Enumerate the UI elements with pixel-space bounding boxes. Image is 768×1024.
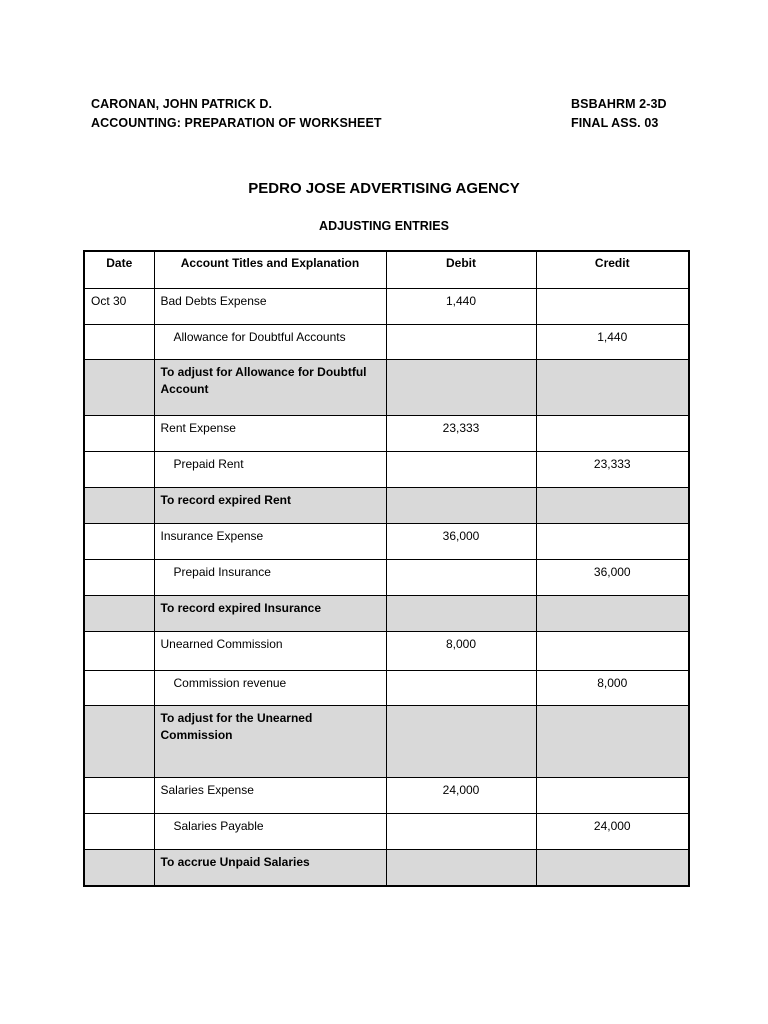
explanation-cell: To record expired Rent — [154, 487, 386, 523]
table-header-row — [84, 251, 689, 288]
date-cell — [84, 487, 154, 523]
debit-cell — [386, 849, 536, 886]
debit-cell — [386, 813, 536, 849]
column-header-credit: Credit — [536, 251, 689, 288]
table-row — [84, 288, 689, 324]
account-cell: Bad Debts Expense — [154, 288, 386, 324]
debit-cell — [386, 705, 536, 777]
debit-cell: 36,000 — [386, 523, 536, 559]
credit-cell — [536, 631, 689, 670]
debit-cell — [386, 595, 536, 631]
date-cell — [84, 670, 154, 705]
date-cell — [84, 523, 154, 559]
credit-cell — [536, 705, 689, 777]
credit-cell: 23,333 — [536, 451, 689, 487]
explanation-row — [84, 359, 689, 415]
column-header-date: Date — [84, 251, 154, 288]
document-title: PEDRO JOSE ADVERTISING AGENCY — [248, 180, 520, 197]
column-header-debit: Debit — [386, 251, 536, 288]
table-row — [84, 631, 689, 670]
account-cell: Rent Expense — [154, 415, 386, 451]
account-cell: Insurance Expense — [154, 523, 386, 559]
table-row — [84, 324, 689, 359]
credit-cell — [536, 777, 689, 813]
explanation-cell: To accrue Unpaid Salaries — [154, 849, 386, 886]
account-cell: Prepaid Insurance — [154, 559, 386, 595]
credit-cell: 8,000 — [536, 670, 689, 705]
debit-cell — [386, 324, 536, 359]
student-info — [91, 95, 382, 133]
date-cell — [84, 705, 154, 777]
explanation-row — [84, 595, 689, 631]
date-cell — [84, 415, 154, 451]
table-row — [84, 451, 689, 487]
explanation-row — [84, 705, 689, 777]
credit-cell — [536, 288, 689, 324]
date-cell — [84, 324, 154, 359]
explanation-cell: To record expired Insurance — [154, 595, 386, 631]
date-cell — [84, 451, 154, 487]
debit-cell: 23,333 — [386, 415, 536, 451]
credit-cell: 1,440 — [536, 324, 689, 359]
account-cell: Commission revenue — [154, 670, 386, 705]
account-cell: Salaries Expense — [154, 777, 386, 813]
debit-cell — [386, 487, 536, 523]
debit-cell: 24,000 — [386, 777, 536, 813]
subject-title: ACCOUNTING: PREPARATION OF WORKSHEET — [91, 116, 382, 130]
date-cell — [84, 813, 154, 849]
debit-cell — [386, 559, 536, 595]
course-info — [571, 95, 667, 133]
credit-cell: 24,000 — [536, 813, 689, 849]
credit-cell — [536, 415, 689, 451]
credit-cell — [536, 487, 689, 523]
date-cell — [84, 595, 154, 631]
date-cell — [84, 559, 154, 595]
credit-cell: 36,000 — [536, 559, 689, 595]
debit-cell — [386, 359, 536, 415]
account-cell: Salaries Payable — [154, 813, 386, 849]
explanation-cell: To adjust for Allowance for Doubtful Account — [154, 359, 386, 415]
date-cell — [84, 849, 154, 886]
debit-cell — [386, 451, 536, 487]
date-cell: Oct 30 — [84, 288, 154, 324]
explanation-cell: To adjust for the Unearned Commission — [154, 705, 386, 777]
table-row — [84, 559, 689, 595]
table-row — [84, 415, 689, 451]
credit-cell — [536, 359, 689, 415]
table-row — [84, 523, 689, 559]
account-cell: Prepaid Rent — [154, 451, 386, 487]
credit-cell — [536, 595, 689, 631]
debit-cell: 1,440 — [386, 288, 536, 324]
debit-cell — [386, 670, 536, 705]
account-cell: Unearned Commission — [154, 631, 386, 670]
explanation-row — [84, 849, 689, 886]
table-row — [84, 670, 689, 705]
assignment-label: FINAL ASS. 03 — [571, 116, 659, 130]
explanation-row — [84, 487, 689, 523]
adjusting-entries-table — [83, 250, 690, 887]
debit-cell: 8,000 — [386, 631, 536, 670]
table-row — [84, 777, 689, 813]
date-cell — [84, 777, 154, 813]
date-cell — [84, 359, 154, 415]
credit-cell — [536, 523, 689, 559]
column-header-account: Account Titles and Explanation — [154, 251, 386, 288]
date-cell — [84, 631, 154, 670]
student-name: CARONAN, JOHN PATRICK D. — [91, 97, 273, 111]
account-cell: Allowance for Doubtful Accounts — [154, 324, 386, 359]
credit-cell — [536, 849, 689, 886]
section-code: BSBAHRM 2-3D — [571, 97, 667, 111]
document-subtitle: ADJUSTING ENTRIES — [319, 219, 449, 233]
table-row — [84, 813, 689, 849]
